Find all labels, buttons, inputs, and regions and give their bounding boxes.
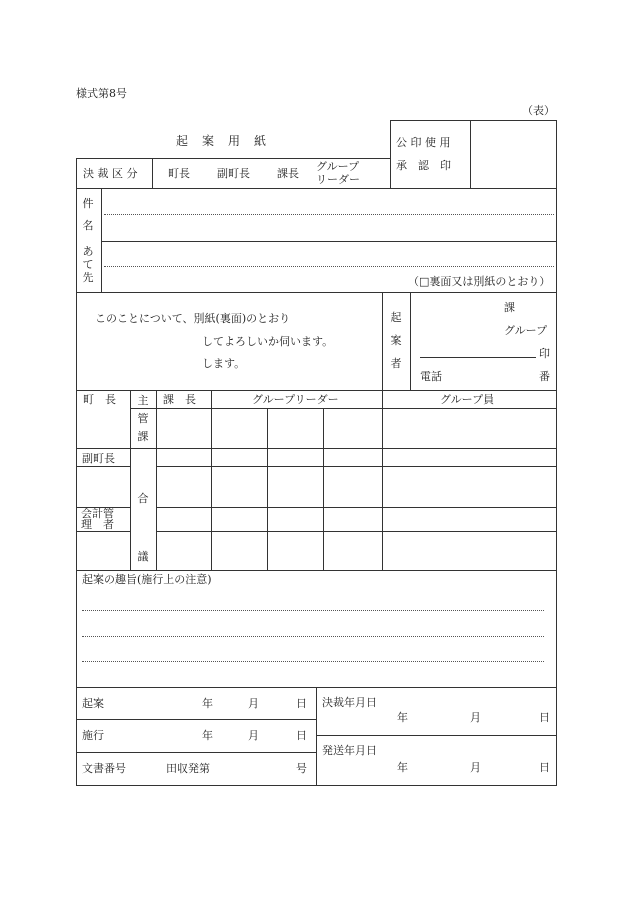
seal-line-1: 公 印 使 用	[396, 136, 451, 149]
drafter-seal: 印	[539, 347, 550, 360]
subject-label: 件名	[82, 197, 94, 232]
drafter-dept: 課	[504, 301, 515, 314]
form-number: 様式第8号	[76, 87, 127, 100]
purpose-label: 起案の趣旨(施行上の注意)	[82, 573, 212, 586]
draft-day: 日	[296, 697, 307, 710]
decision-date-day: 日	[539, 711, 550, 724]
enforce-day: 日	[296, 729, 307, 742]
approval-group-leader: グループリーダー	[252, 393, 339, 406]
addressee-label: あて先	[82, 245, 94, 284]
drafter-phone-suffix: 番	[539, 370, 550, 383]
send-date-label: 発送年月日	[322, 744, 377, 757]
approval-mayor: 町 長	[83, 393, 116, 406]
approval-deputy-mayor: 副町長	[82, 452, 115, 465]
body-line-3: します。	[202, 357, 246, 370]
approval-section-chief: 課 長	[163, 393, 196, 406]
body-line-1: このことについて、別紙(裏面)のとおり	[95, 312, 291, 325]
doc-number-suffix: 号	[296, 762, 307, 775]
approval-group-member: グループ員	[440, 393, 495, 406]
drafter-phone: 電話	[420, 370, 442, 383]
draft-month: 月	[248, 697, 259, 710]
decision-label: 決 裁 区 分	[83, 167, 138, 180]
draft-label: 起案	[82, 697, 104, 710]
body-line-2: してよろしいか伺います。	[202, 335, 334, 348]
decision-option-chief: 課長	[277, 167, 299, 180]
decision-option-leader: グループ リーダー	[316, 160, 360, 186]
decision-date-year: 年	[397, 711, 408, 724]
approval-responsible: 主管課	[137, 394, 149, 443]
decision-option-deputy: 副町長	[217, 167, 250, 180]
addressee-note: （□裏面又は別紙のとおり）	[408, 275, 551, 288]
decision-option-mayor: 町長	[168, 167, 190, 180]
approval-consult: 合議	[137, 492, 149, 563]
seal-line-2: 承 認 印	[396, 159, 451, 172]
send-date-year: 年	[397, 761, 408, 774]
decision-date-label: 決裁年月日	[322, 696, 377, 709]
doc-number-prefix: 田収発第	[166, 762, 210, 775]
send-date-day: 日	[539, 761, 550, 774]
draft-year: 年	[202, 697, 213, 710]
send-date-month: 月	[470, 761, 481, 774]
approval-accountant: 会計管 理 者	[81, 507, 114, 531]
decision-date-month: 月	[470, 711, 481, 724]
drafter-label: 起案者	[390, 311, 402, 370]
side-label: （表）	[522, 104, 555, 117]
form-title: 起 案 用 紙	[176, 134, 268, 148]
doc-number-label: 文書番号	[82, 762, 126, 775]
enforce-year: 年	[202, 729, 213, 742]
enforce-label: 施行	[82, 729, 104, 742]
enforce-month: 月	[248, 729, 259, 742]
drafter-group: グループ	[504, 324, 548, 337]
